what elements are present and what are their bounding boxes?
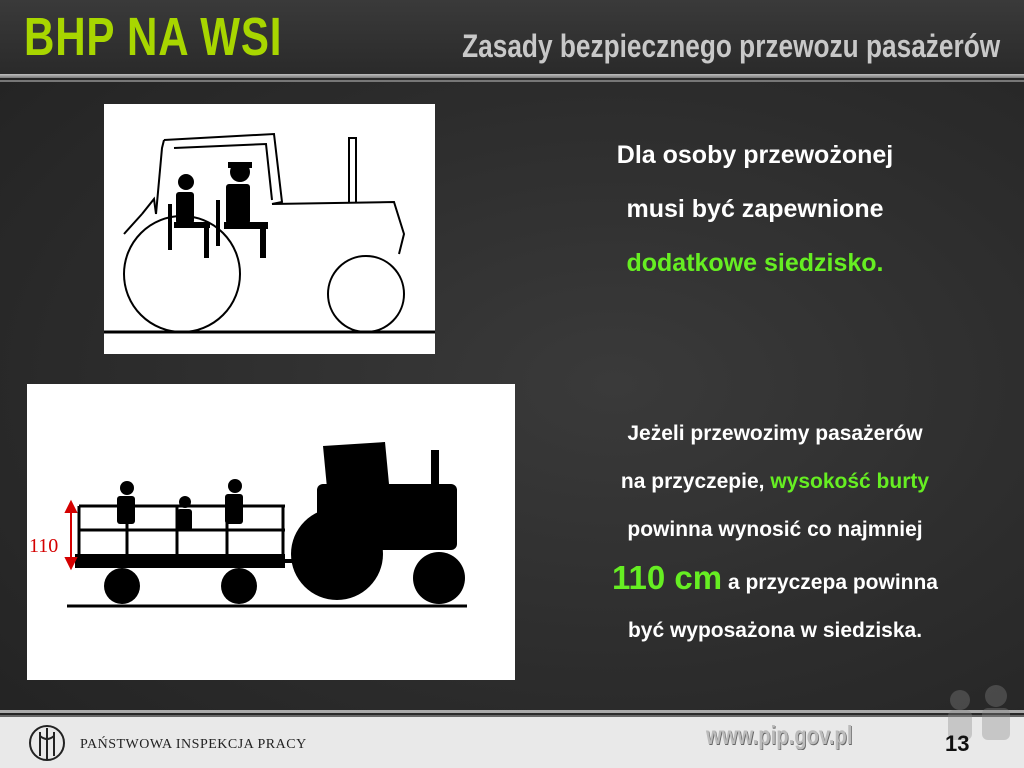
seat-line-2: musi być zapewnione xyxy=(626,195,884,223)
trailer-drawing xyxy=(27,384,515,680)
header-rule xyxy=(0,74,1024,78)
height-dimension-label: 110 xyxy=(29,535,59,557)
trailer-illustration xyxy=(27,384,515,680)
seat-line-1: Dla osoby przewożonej xyxy=(616,141,894,169)
brand-title: BHP NA WSI xyxy=(24,7,283,67)
website-url[interactable]: www.pip.gov.pl xyxy=(706,720,853,750)
trailer-line-2-start: na przyczepie, xyxy=(620,470,765,493)
trailer-requirement-text xyxy=(545,410,1005,655)
wall-height-highlight: wysokość burty xyxy=(770,470,930,493)
height-value-highlight: 110 cm xyxy=(611,559,723,596)
trailer-line-5: być wyposażona w siedziska. xyxy=(627,619,923,642)
trailer-line-3: powinna wynosić co najmniej xyxy=(627,518,923,541)
slide-subtitle: Zasady bezpiecznego przewozu pasażerów xyxy=(461,28,1000,64)
trailer-line-1: Jeżeli przewozimy pasażerów xyxy=(627,422,923,445)
header-rule-thin xyxy=(0,80,1024,82)
tractor-outline-drawing xyxy=(104,104,435,354)
trailer-line-4-rest: a przyczepa powinna xyxy=(727,571,938,594)
title-bar xyxy=(0,0,1024,74)
seat-requirement-text xyxy=(545,128,965,290)
footer-rule xyxy=(0,710,1024,713)
page-number: 13 xyxy=(945,731,970,756)
seat-highlight: dodatkowe siedzisko. xyxy=(626,249,884,277)
trailer-line-4 xyxy=(545,554,1005,607)
trailer-line-2 xyxy=(545,458,1005,506)
tractor-illustration xyxy=(104,104,435,354)
pip-logo-icon xyxy=(28,722,66,764)
organization-name: PAŃSTWOWA INSPEKCJA PRACY xyxy=(80,737,307,752)
